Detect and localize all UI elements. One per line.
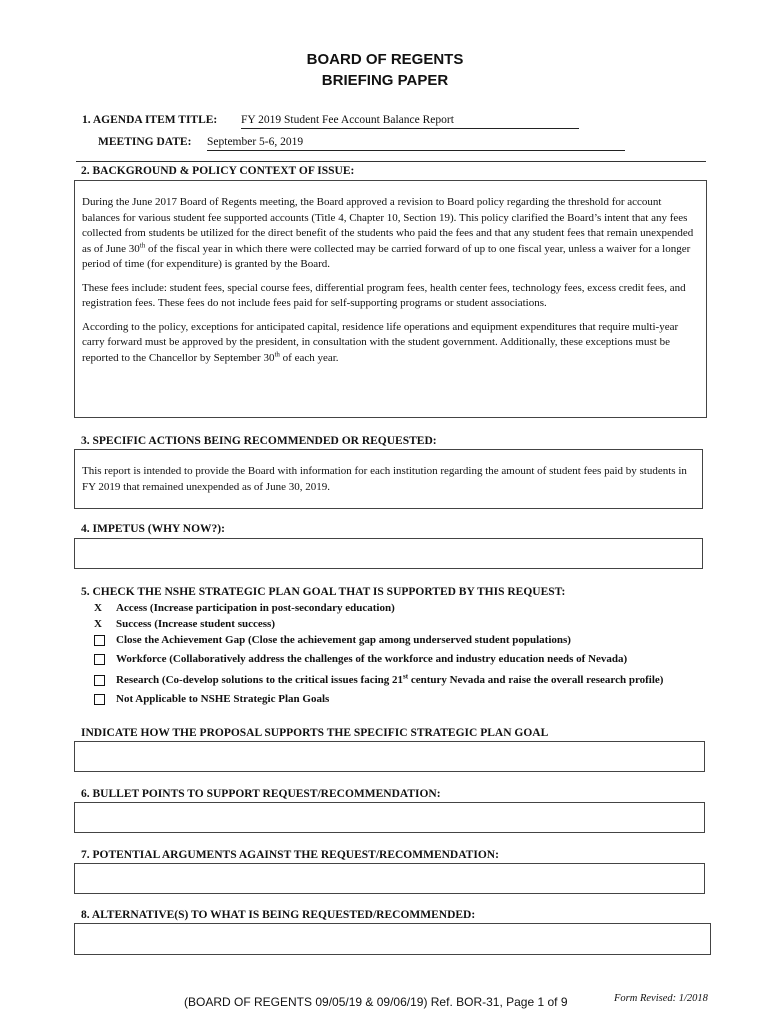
background-paragraph-1: During the June 2017 Board of Regents meeting, the Board approved a revision to Board policy regarding the threshold for account balances for various student fee supported accounts (Title 4, Chapter 10, Section 19). This policy clarified the Board’s intent that any fees collected from students be utilized for the direct benefit of the students who paid the fees and that any student fees that remain unexpended as of June 30th of the fiscal year in which there were collected may be carried forward of up to one fiscal year, unless a waiver for a longer period of time (for expenditure) is granted by the Board. (82, 196, 694, 270)
goal-label: Close the Achievement Gap (Close the achievement gap among underserved student populations) (116, 634, 571, 646)
divider (76, 161, 706, 162)
goal-mark: X (94, 618, 102, 630)
form-revised-note: Form Revised: 1/2018 (614, 993, 708, 1004)
background-paragraph-2: These fees include: student fees, special course fees, differential program fees, health center fees, technology fees, excess credit fees, and registration fees. These fees do not include fees paid for self-supporting programs or student associations. (82, 281, 686, 309)
section-4-textbox[interactable] (74, 538, 703, 569)
section-8-textbox[interactable] (74, 923, 711, 955)
goal-access[interactable] (94, 600, 714, 616)
actions-text: This report is intended to provide the Board with information for each institution regarding the amount of student fees paid by students in FY 2019 that remained unexpended as of June 30, 2019. (82, 465, 687, 493)
section-2-heading: 2. BACKGROUND & POLICY CONTEXT OF ISSUE: (81, 165, 355, 177)
goal-not-applicable[interactable] (94, 691, 714, 710)
checkbox-icon[interactable] (94, 635, 105, 646)
meeting-date-label: MEETING DATE: (98, 136, 192, 148)
section-5-heading: 5. CHECK THE NSHE STRATEGIC PLAN GOAL THAT IS SUPPORTED BY THIS REQUEST: (81, 586, 566, 598)
section-7-heading: 7. POTENTIAL ARGUMENTS AGAINST THE REQUEST/RECOMMENDATION: (81, 849, 499, 861)
goal-success[interactable] (94, 616, 714, 632)
checkbox-icon[interactable] (94, 654, 105, 665)
document-subtitle: BRIEFING PAPER (321, 72, 449, 89)
document-title: BOARD OF REGENTS (306, 51, 464, 68)
agenda-title-label: 1. AGENDA ITEM TITLE: (82, 114, 218, 126)
meeting-date-value: September 5-6, 2019 (207, 136, 304, 148)
goal-workforce[interactable] (94, 651, 714, 670)
goal-label: Workforce (Collaboratively address the challenges of the workforce and industry education needs of Nevada) (116, 653, 628, 665)
checkbox-icon[interactable] (94, 694, 105, 705)
section-6-textbox[interactable] (74, 802, 705, 833)
section-7-textbox[interactable] (74, 863, 705, 894)
section-3-heading: 3. SPECIFIC ACTIONS BEING RECOMMENDED OR REQUESTED: (81, 435, 437, 447)
page-footer-reference: (BOARD OF REGENTS 09/05/19 & 09/06/19) Ref. BOR-31, Page 1 of 9 (184, 995, 568, 1009)
goal-mark: X (94, 602, 102, 614)
section-2-textbox[interactable] (74, 180, 707, 418)
goal-achievement-gap[interactable] (94, 632, 714, 651)
checkbox-icon[interactable] (94, 675, 105, 686)
goal-label: Not Applicable to NSHE Strategic Plan Goals (116, 693, 330, 705)
section-8-heading: 8. ALTERNATIVE(S) TO WHAT IS BEING REQUESTED/RECOMMENDED: (81, 909, 476, 921)
section-4-heading: 4. IMPETUS (WHY NOW?): (81, 523, 225, 535)
goal-label: Success (Increase student success) (116, 618, 275, 630)
agenda-title-field[interactable] (241, 114, 579, 129)
strategic-goal-list (94, 600, 714, 710)
indicate-textbox[interactable] (74, 741, 705, 772)
goal-label: Research (Co-develop solutions to the critical issues facing 21st century Nevada and raise the overall research profile) (116, 672, 664, 686)
section-3-textbox[interactable] (74, 449, 703, 509)
indicate-heading: INDICATE HOW THE PROPOSAL SUPPORTS THE SPECIFIC STRATEGIC PLAN GOAL (81, 727, 549, 739)
goal-research[interactable] (94, 672, 714, 691)
meeting-date-field[interactable] (207, 136, 625, 151)
background-paragraph-3: According to the policy, exceptions for anticipated capital, residence life operations and equipment expenditures that require multi-year carry forward must be approved by the president, in consultation with the student government. Additionally, these exceptions must be reported to the Chancellor by September 30th of each year. (82, 320, 679, 364)
goal-label: Access (Increase participation in post-secondary education) (116, 602, 395, 614)
section-6-heading: 6. BULLET POINTS TO SUPPORT REQUEST/RECOMMENDATION: (81, 788, 441, 800)
agenda-title-value: FY 2019 Student Fee Account Balance Report (241, 114, 454, 126)
